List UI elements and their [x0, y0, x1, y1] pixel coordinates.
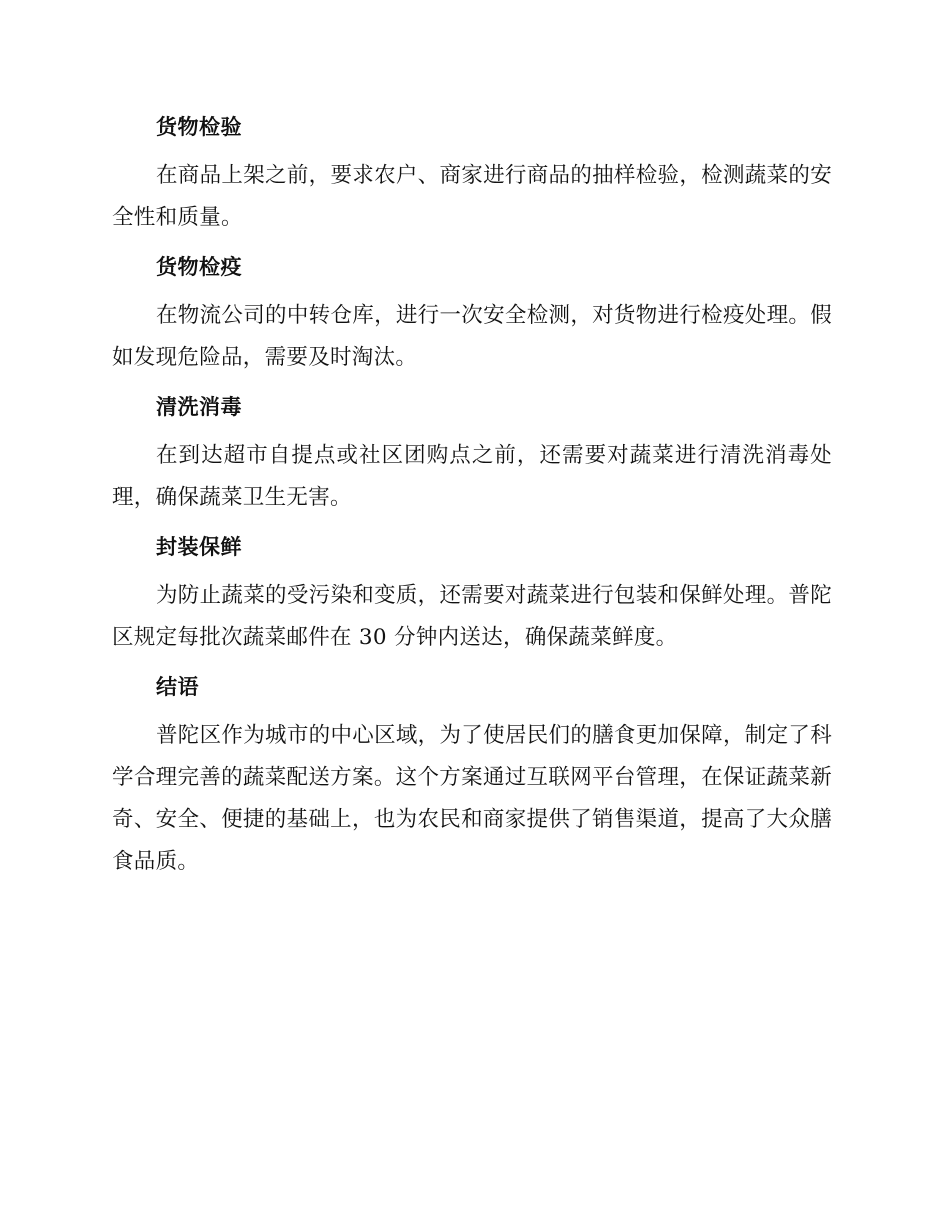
section-heading: 货物检验: [156, 115, 242, 139]
section-paragraph: 在物流公司的中转仓库，进行一次安全检测，对货物进行检疫处理。假如发现危险品，需要及时淘汰。: [112, 303, 832, 370]
section-goods-quarantine: [112, 247, 832, 379]
section-heading: 货物检疫: [156, 255, 242, 279]
section-paragraph: 在商品上架之前，要求农户、商家进行商品的抽样检验，检测蔬菜的安全性和质量。: [112, 163, 832, 230]
document-body: [112, 107, 832, 883]
section-conclusion: [112, 667, 832, 883]
section-heading: 封装保鲜: [156, 535, 242, 559]
section-paragraph: 普陀区作为城市的中心区域，为了使居民们的膳食更加保障，制定了科学合理完善的蔬菜配送方案。这个方案通过互联网平台管理，在保证蔬菜新奇、安全、便捷的基础上，也为农民和商家提供了销售渠道，提高了大众膳食品质。: [112, 723, 832, 874]
section-heading: 清洗消毒: [156, 395, 242, 419]
section-packaging-preservation: [112, 527, 832, 659]
section-goods-inspection: [112, 107, 832, 239]
section-cleaning-disinfection: [112, 387, 832, 519]
section-heading: 结语: [156, 675, 199, 699]
section-paragraph: 为防止蔬菜的受污染和变质，还需要对蔬菜进行包装和保鲜处理。普陀区规定每批次蔬菜邮件在 30 分钟内送达，确保蔬菜鲜度。: [112, 583, 832, 650]
section-paragraph: 在到达超市自提点或社区团购点之前，还需要对蔬菜进行清洗消毒处理，确保蔬菜卫生无害。: [112, 443, 832, 510]
